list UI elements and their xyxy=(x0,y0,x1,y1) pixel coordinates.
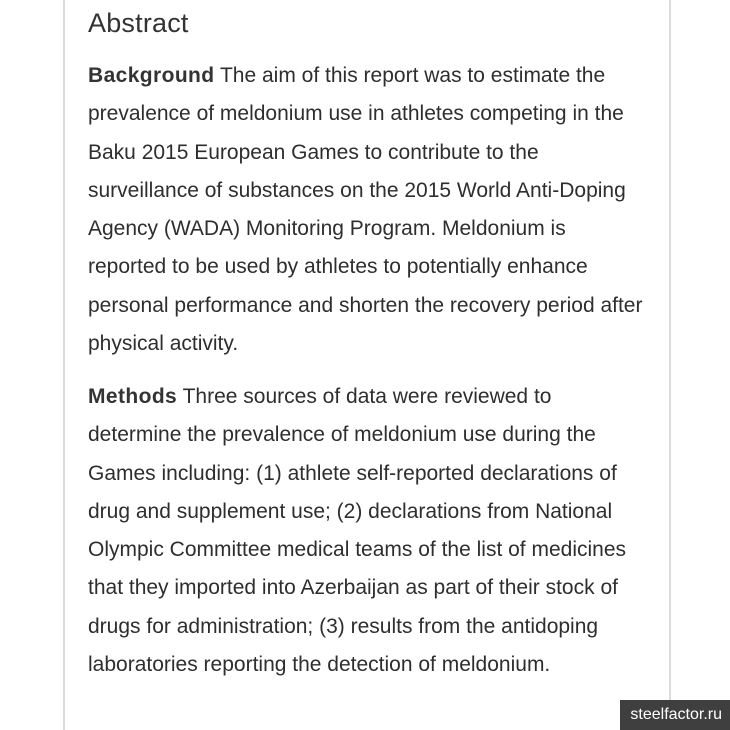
background-paragraph xyxy=(88,57,648,363)
watermark-label: steelfactor.ru xyxy=(620,700,730,730)
methods-paragraph xyxy=(88,378,648,684)
background-text: The aim of this report was to estimate the prevalence of meldonium use in athletes competing in the Baku 2015 European Games to contribute to the surveillance of substances on the 2015 World Anti-Doping Agency (WADA) Monitoring Program. Meldonium is reported to be used by athletes to potentially enhance personal performance and shorten the recovery period after physical activity. xyxy=(88,64,643,356)
abstract-heading: Abstract xyxy=(88,8,189,38)
background-label: Background xyxy=(88,64,215,87)
methods-label: Methods xyxy=(88,385,178,408)
methods-text: Three sources of data were reviewed to determine the prevalence of meldonium use during the Games including: (1) athlete self-reported declarations of drug and supplement use; (2) declarations from National Olympic Committee medical teams of the list of medicines that they imported into Azerbaijan as part of their stock of drugs for administration; (3) results from the antidoping laboratories reporting the detection of meldonium. xyxy=(88,385,627,677)
